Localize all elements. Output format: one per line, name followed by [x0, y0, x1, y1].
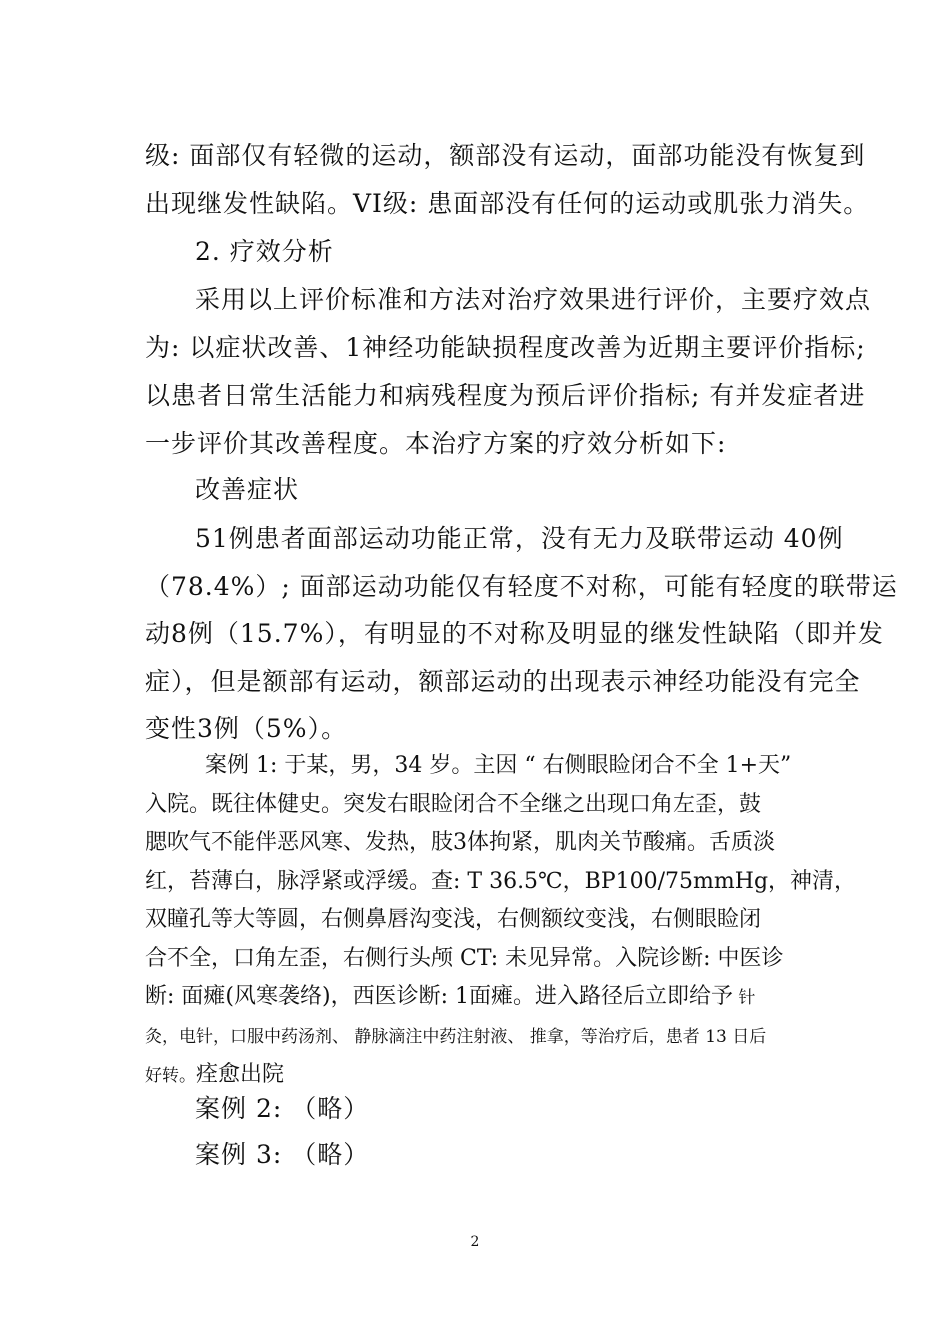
text-segment-small: 好转。: [145, 1066, 196, 1086]
text-segment-small: 针: [732, 988, 756, 1008]
text-line: 双瞳孔等大等圆，右侧鼻唇沟变浅，右侧额纹变浅，右侧眼睑闭: [145, 907, 762, 932]
subheading-text: 改善症状: [195, 475, 300, 504]
results-paragraph: [145, 515, 898, 753]
text-line: 以患者日常生活能力和病残程度为预后评价指标; 有并发症者进: [145, 381, 866, 410]
text-line: 为: 以症状改善、1神经功能缺损程度改善为近期主要评价指标;: [145, 333, 866, 362]
case-2: [145, 1085, 810, 1133]
text-line: 变性3例（5%）。: [145, 714, 348, 743]
text-segment: 断: 面瘫(风寒袭络)，西医诊断: 1面瘫。进入路径后立即给予: [145, 984, 733, 1009]
grading-continuation: [145, 132, 870, 228]
text-segment: 痊愈出院: [196, 1062, 285, 1087]
subheading: [145, 466, 810, 514]
text-line: 级: 面部仅有轻微的运动，额部没有运动，面部功能没有恢复到: [145, 141, 866, 170]
text-line: 合不全，口角左歪，右侧行头颅 CT: 未见异常。入院诊断: 中医诊: [145, 945, 784, 971]
text-line: 案例 1: 于某，男，34 岁。主因 “ 右侧眼睑闭合不全 1+天”: [205, 753, 792, 778]
case-3-text: 案例 3: （略）: [195, 1140, 370, 1169]
text-line: （78.4%）; 面部运动功能仅有轻度不对称，可能有轻度的联带运: [145, 571, 898, 601]
text-line: 红，苔薄白，脉浮紧或浮缓。查: T 36.5℃，BP100/75mmHg，神清，: [145, 868, 857, 894]
text-line: 出现继发性缺陷。VI级: 患面部没有任何的运动或肌张力消失。: [145, 189, 870, 218]
text-line: [145, 978, 810, 1018]
text-line: 动8例（15.7%），有明显的不对称及明显的继发性缺陷（即并发: [145, 619, 884, 648]
text-line: 症），但是额部有运动，额部运动的出现表示神经功能没有完全: [145, 666, 861, 696]
text-line: 一步评价其改善程度。本治疗方案的疗效分析如下:: [145, 429, 727, 458]
text-line: 入院。既往体健史。突发右眼睑闭合不全继之出现口角左歪，鼓: [145, 791, 762, 817]
text-line: 采用以上评价标准和方法对治疗效果进行评价，主要疗效点: [195, 285, 872, 314]
section-heading: [145, 228, 810, 276]
text-line: 腮吹气不能伴恶风寒、发热，肢3体拘紧，肌肉关节酸痛。舌质淡: [145, 830, 775, 855]
evaluation-paragraph: [145, 276, 872, 468]
text-line: 51例患者面部运动功能正常，没有无力及联带运动 40例: [195, 524, 844, 553]
case-2-text: 案例 2: （略）: [195, 1094, 370, 1123]
section-heading-text: 2. 疗效分析: [195, 237, 334, 266]
case-3: [145, 1131, 810, 1179]
text-line-small: 灸，电针，口服中药汤剂、 静脉滴注中药注射液、 推拿，等治疗后，患者 13 日后: [145, 1026, 767, 1047]
case-1-paragraph: [145, 747, 857, 1096]
page-number: 2: [470, 1234, 480, 1250]
